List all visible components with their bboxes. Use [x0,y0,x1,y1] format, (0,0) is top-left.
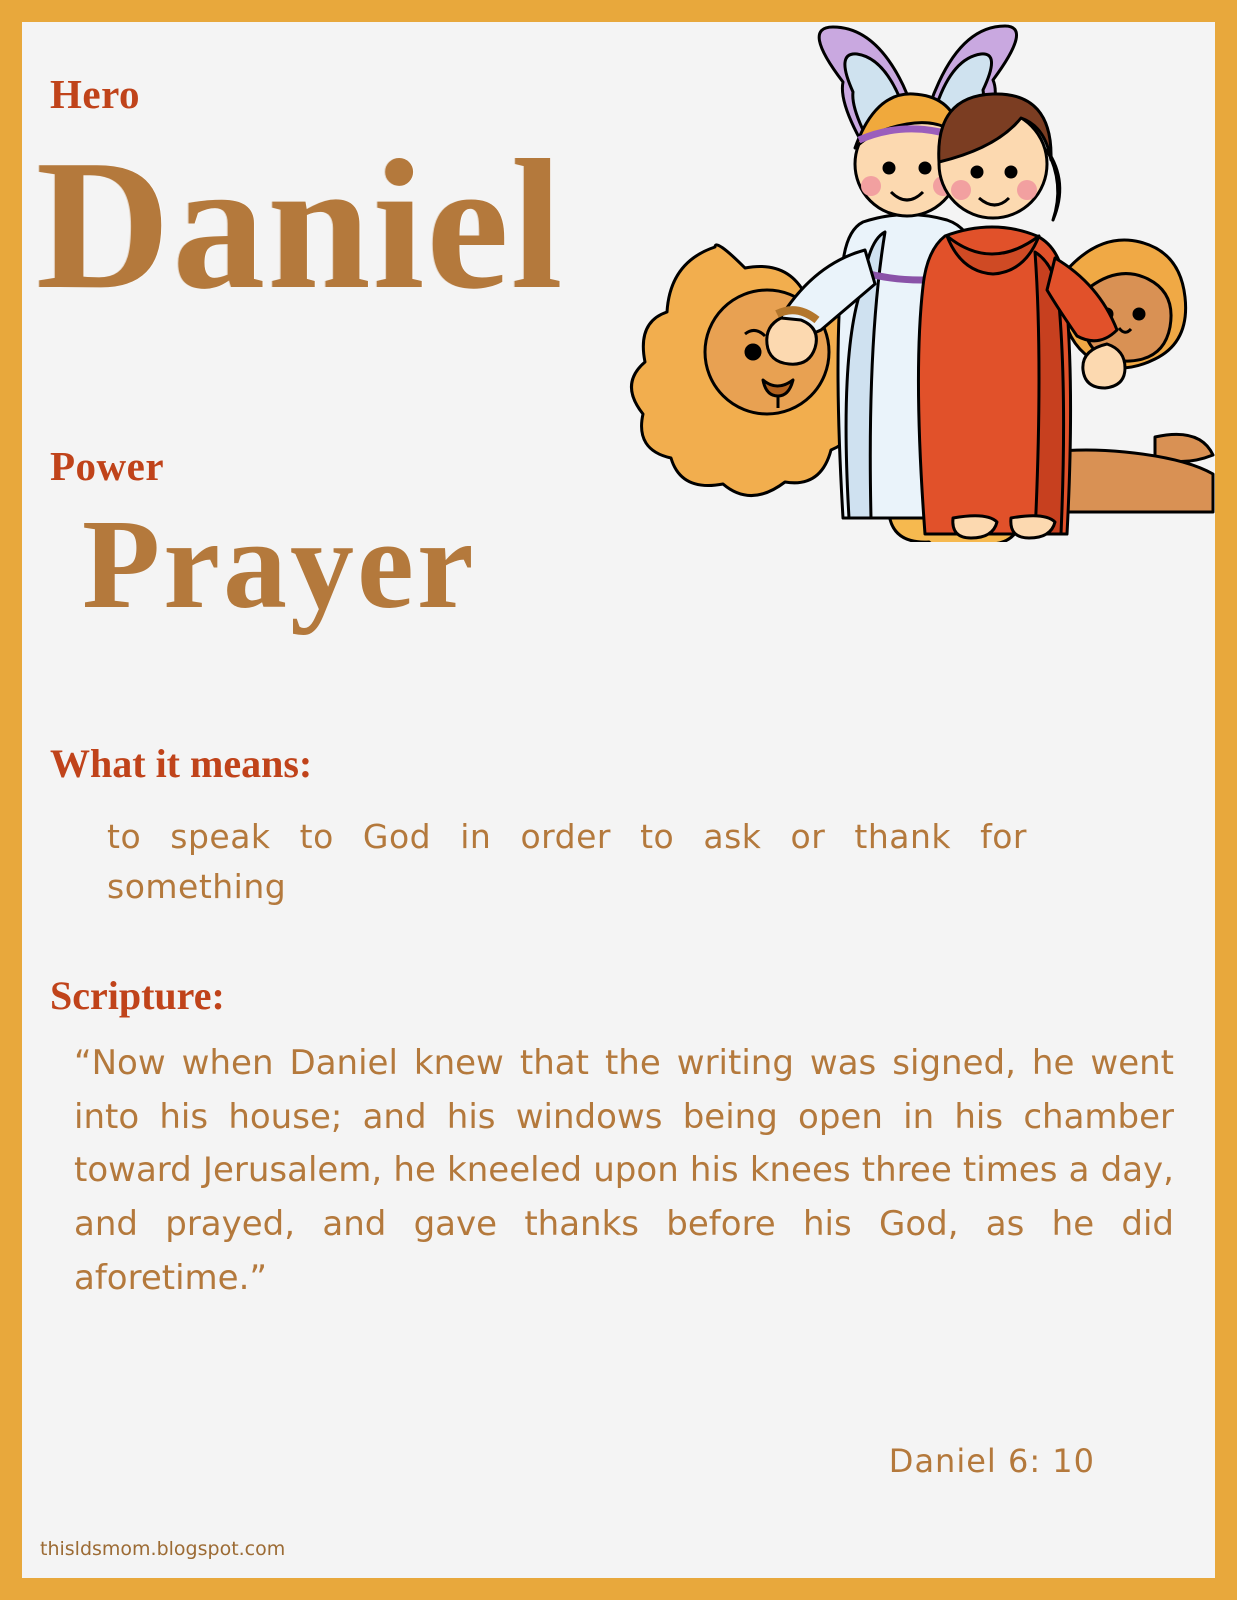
scripture-text: “Now when Daniel knew that the writing was signed, he went into his house; and his windows being open in his chamber toward Jerusalem, he kneeled upon his knees three times a day, and prayed, and gave thanks before his God, as he did aforetime.” [74,1043,1174,1298]
power-label: Power [50,443,165,489]
hero-label: Hero [50,71,141,117]
hero-name-title: Daniel [36,122,565,328]
scripture-heading: Scripture: [50,973,225,1018]
power-name-title: Prayer [82,493,477,635]
daniel-in-the-lions-den-illustration [595,22,1215,542]
what-it-means-heading: What it means: [50,741,313,786]
scripture-reference: Daniel 6: 10 [888,1442,1095,1480]
poster-inner-panel [22,22,1215,1578]
what-it-means-text: to speak to God in order to ask or thank for something [107,817,1027,906]
blog-credit: thisldsmom.blogspot.com [40,1538,286,1560]
